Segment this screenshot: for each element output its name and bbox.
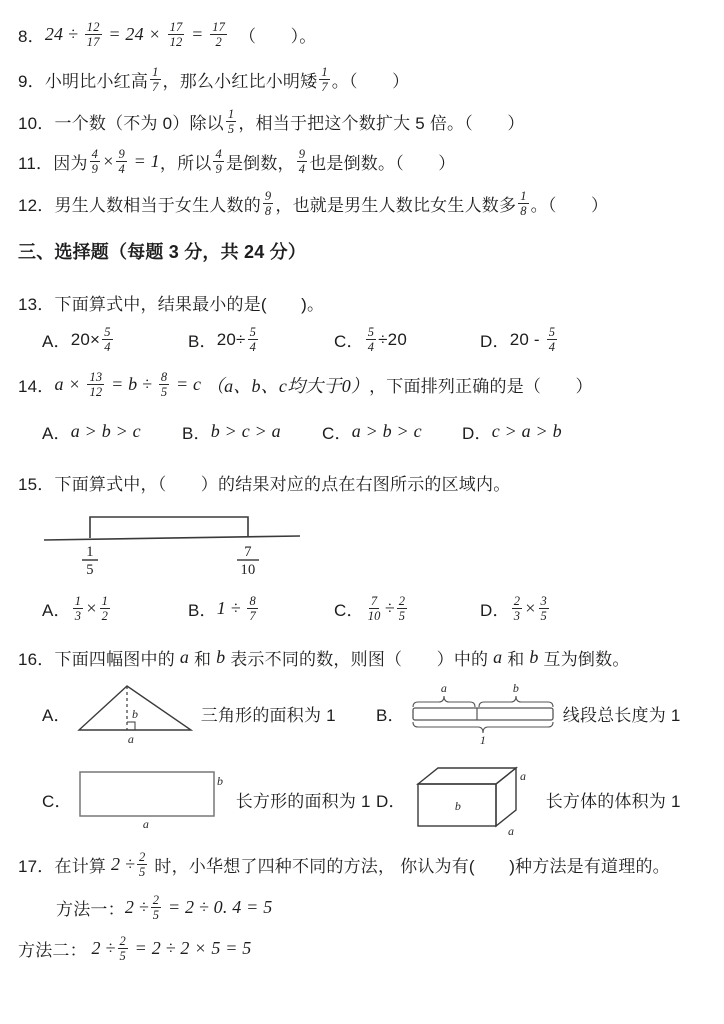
question-15-options: [18, 594, 710, 623]
option-14-b: B． b > c > a: [182, 421, 281, 443]
option-16-c-caption: 长方形的面积为 1: [235, 791, 371, 811]
question-13: 13．下面算式中，结果最小的是( )。: [18, 295, 325, 314]
segments-figure: [409, 681, 559, 745]
question-16-options-ab: [18, 680, 710, 746]
question-9: 9．小明比小红高 $\frac{1}{7}$ ，那么小红比小明矮 $\frac{1}{7}$ 。（ ）: [18, 65, 410, 94]
triangle-height-label: b: [131, 707, 138, 721]
option-16-a-letter: A．: [42, 705, 71, 725]
option-16-a: [42, 680, 376, 746]
question-13-options: [18, 325, 710, 354]
option-14-c: C． a > b > c: [322, 421, 422, 443]
option-16-a-caption: 三角形的面积为 1: [200, 705, 336, 725]
segment-a-label: a: [440, 681, 447, 695]
question-15: 15．下面算式中，（ ）的结果对应的点在右图所示的区域内。: [18, 475, 511, 494]
option-13-a: A． 20× $\frac{5}{4}$: [42, 325, 111, 354]
cuboid-height-label: a: [519, 769, 526, 783]
option-15-d: D． $\frac{2}{3}$ × $\frac{3}{5}$: [480, 594, 547, 623]
segment-total-label: 1: [479, 733, 486, 745]
option-16-c: [42, 767, 376, 831]
numberline-right-numerator: 7: [244, 544, 252, 560]
triangle-base-label: a: [127, 732, 134, 746]
option-15-a: A． $\frac{1}{3}$ × $\frac{1}{2}$: [42, 594, 109, 623]
rectangle-figure: [76, 767, 232, 831]
option-15-b: B． 1 ÷ $\frac{8}{7}$: [188, 594, 256, 623]
option-13-d: D． 20 - $\frac{5}{4}$: [480, 325, 556, 354]
method-2: 方法二： 2 ÷ $\frac{2}{5}$ = 2 ÷ 2 × 5 = 5: [18, 934, 252, 963]
option-16-b: [376, 681, 710, 745]
section-3-heading: 三、选择题（每题 3 分，共 24 分）: [18, 242, 307, 262]
option-13-b: B． 20÷ $\frac{5}{4}$: [188, 325, 257, 354]
numberline-right-denominator: 10: [240, 562, 256, 578]
numberline-left-denominator: 5: [86, 562, 94, 578]
question-11: 11．因为 $\frac{4}{9}$ × $\frac{9}{4}$ = 1 ，所以 $\frac{4}{9}$ 是倒数， $\frac{9}{4}$ 也是倒数。（ ）: [18, 147, 456, 176]
option-16-d-caption: 长方体的体积为 1: [545, 791, 681, 811]
option-15-c: C． $\frac{7}{10}$ ÷ $\frac{2}{5}$: [334, 594, 406, 623]
option-14-d: D． c > a > b: [462, 421, 562, 443]
option-16-b-caption: 线段总长度为 1: [562, 705, 681, 725]
segment-b-label: b: [512, 681, 519, 695]
question-14: 14． a × $\frac{13}{12}$ = b ÷ $\frac{8}{5}$ = c （a、b、c均大于0） ，下面排列正确的是（ ）: [18, 370, 593, 399]
cuboid-front-label: b: [454, 799, 461, 813]
option-16-c-letter: C．: [42, 791, 72, 811]
cuboid-figure: [410, 760, 542, 838]
method-1: 方法一： 2 ÷ $\frac{2}{5}$ = 2 ÷ 0. 4 = 5: [56, 893, 273, 922]
option-13-c: C． $\frac{5}{4}$ ÷20: [334, 325, 407, 354]
option-16-d-letter: D．: [376, 791, 406, 811]
question-10: 10．一个数（不为 0）除以 $\frac{1}{5}$ ，相当于把这个数扩大 5 倍。（ ）: [18, 107, 525, 136]
numberline-figure: [40, 507, 320, 581]
option-16-d: [376, 760, 710, 838]
question-12: 12．男生人数相当于女生人数的 $\frac{9}{8}$ ，也就是男生人数比女生人数多 $\frac{1}{8}$ 。（ ）: [18, 189, 609, 218]
triangle-figure: [75, 680, 197, 746]
rectangle-side-label: b: [216, 774, 223, 788]
question-17: 17．在计算 2 ÷ $\frac{2}{5}$ 时，小华想了四种不同的方法， 你认为有( )种方法是有道理的。: [18, 850, 670, 879]
question-16-options-cd: [18, 760, 710, 838]
question-14-options: [18, 419, 710, 444]
question-16: 16．下面四幅图中的 a 和 b 表示不同的数，则图（ ）中的 a 和 b 互为倒数。: [18, 647, 630, 669]
numberline-left-numerator: 1: [86, 544, 94, 560]
rectangle-base-label: a: [142, 817, 149, 831]
option-14-a: A． a > b > c: [42, 421, 141, 443]
cuboid-depth-label: a: [507, 824, 514, 838]
question-8: 8． 24 ÷ $\frac{12}{17}$ = 24 × $\frac{17}{12}$ = $\frac{17}{2}$ （ ）。: [18, 20, 317, 49]
option-16-b-letter: B．: [376, 705, 405, 725]
